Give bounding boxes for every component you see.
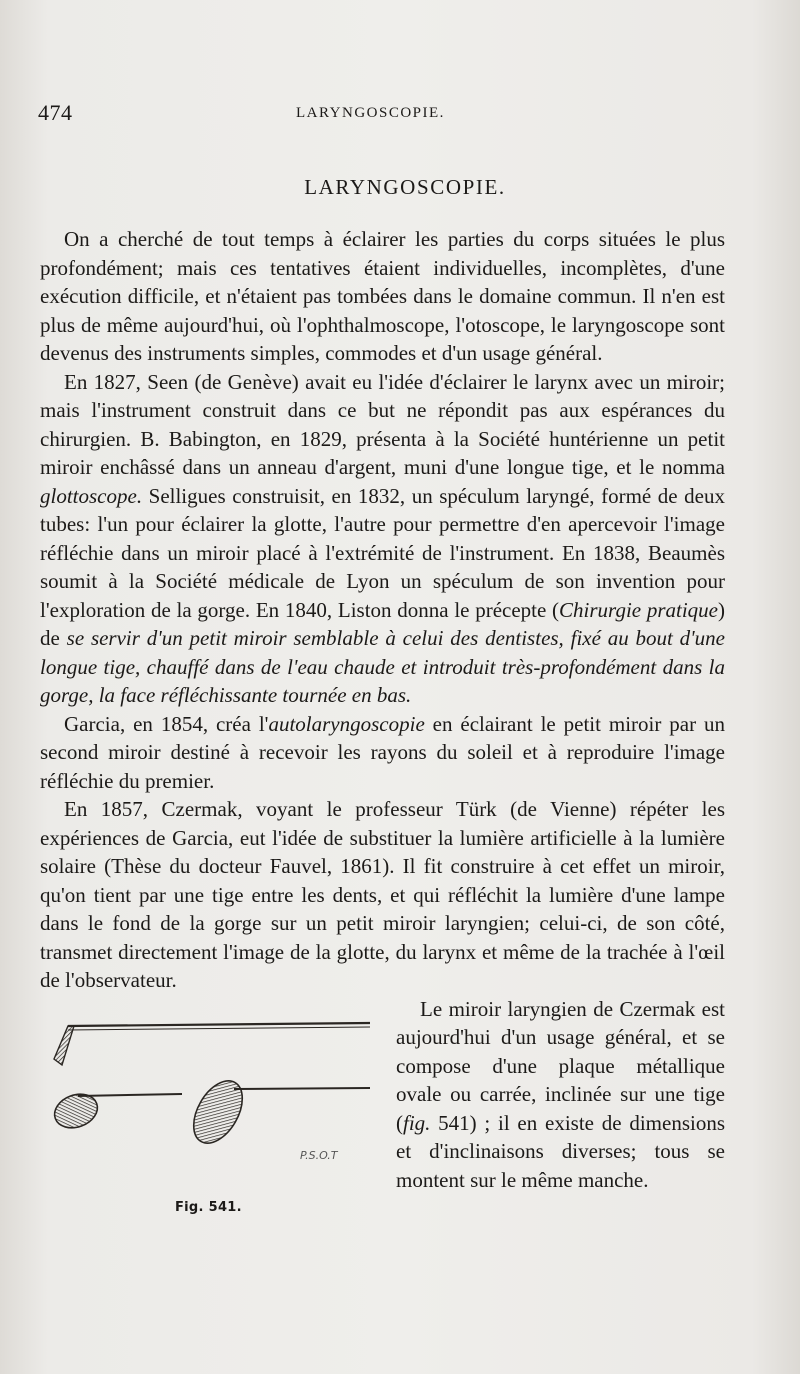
- paragraph-3-italic-term: autolaryngoscopie: [268, 711, 425, 736]
- running-head: [38, 100, 730, 130]
- paragraph-4: [40, 795, 725, 995]
- paragraph-2-text-a: En 1827, Seen (de Genève) avait eu l'idée d'éclairer le larynx avec un miroir; mais l'instrument construit dans ce but ne répondit pas aux espérances du chirurgien. B. Babington, en 1829, présenta à la Société huntérienne un petit miroir enchâssé dans un anneau d'argent, muni d'une longue tige, et le nomma: [40, 369, 725, 479]
- figure-caption: Fig. 541.: [175, 1199, 242, 1215]
- paragraph-5-italic-fig: fig.: [403, 1110, 431, 1135]
- paragraph-2-italic-glottoscope: glottoscope.: [40, 483, 143, 508]
- body-text: [40, 225, 725, 1219]
- paragraph-3: [40, 710, 725, 796]
- paragraph-2-italic-source: Chirurgie pratique: [559, 597, 718, 622]
- paragraph-4-text-a: En 1857, Czermak, voyant le professeur Türk (de Vienne) répéter les expériences de Garcia, eut l'idée de substituer la lumière artificielle à la lumière solaire (Thèse du docteur Fauvel, 1861). Il fit construire à cet effet un miroir, qu'on tient par une tige entre les dents, et qui réfléchit la lumière d'une lampe dans le fond de la gorge sur un petit miroir laryngien; celui-ci, de son côté, transmet directement l'image de la glotte, du larynx et même de la trachée à l'œil de l'observateur.: [40, 797, 725, 992]
- laryngeal-mirrors-illustration: [40, 999, 380, 1219]
- oval-mirror-large-icon: [184, 1072, 370, 1151]
- paragraph-2-text-b: Selligues construisit, en 1832, un spéculum laryngé, formé de deux tubes: l'un pour éclairer la glotte, l'autre pour permettre d'en apercevoir l'image réfléchie dans un miroir placé à l'extrémité de l'instrument. En 1838, Beaumès soumit à la Société médicale de Lyon un spéculum de son invention pour l'exploration de la gorge. En 1840, Liston donna le précepte (: [40, 483, 725, 622]
- square-mirror-icon: [54, 1023, 370, 1065]
- paragraph-2-text-c: ) de: [40, 597, 725, 650]
- paragraph-1: On a cherché de tout temps à éclairer les parties du corps situées le plus profondément; mais ces tentatives étaient individuelles, incomplètes, d'une exécution difficile, et n'étaient pas tombées dans le domaine commun. Il n'en est plus de même aujourd'hui, où l'ophthalmoscope, l'otoscope, le laryngoscope sont devenus des instruments simples, commodes et d'un usage général.: [40, 227, 725, 365]
- paragraph-5-text-b: 541) ; il en existe de dimensions et d'inclinaisons diverses; tous se montent sur le même manche.: [396, 1110, 725, 1192]
- paragraph-3-text-a: Garcia, en 1854, créa l': [64, 711, 269, 736]
- paragraph-2: [40, 368, 725, 710]
- engraver-signature: P.S.O.T: [300, 1148, 338, 1162]
- paragraph-5-text-a: Le miroir laryngien de Czermak est aujourd'hui d'un usage général, et se compose d'une plaque métallique ovale ou carrée, inclinée sur une tige (: [396, 996, 725, 1135]
- oval-mirror-small-icon: [50, 1088, 182, 1133]
- paragraph-3-text-b: en éclairant le petit miroir par un second miroir destiné à recevoir les rayons du soleil et à reproduire l'image réfléchie du premier.: [40, 711, 725, 793]
- figure-541: [40, 999, 380, 1219]
- section-title: LARYNGOSCOPIE.: [304, 175, 506, 199]
- paragraph-2-italic-quote: se servir d'un petit miroir semblable à celui des dentistes, fixé au bout d'une longue tige, chauffé dans de l'eau chaude et introduit très-profondément dans la gorge, la face réfléchissante tournée en bas.: [40, 626, 725, 707]
- running-title: LARYNGOSCOPIE.: [296, 105, 445, 121]
- page-number: 474: [38, 100, 73, 125]
